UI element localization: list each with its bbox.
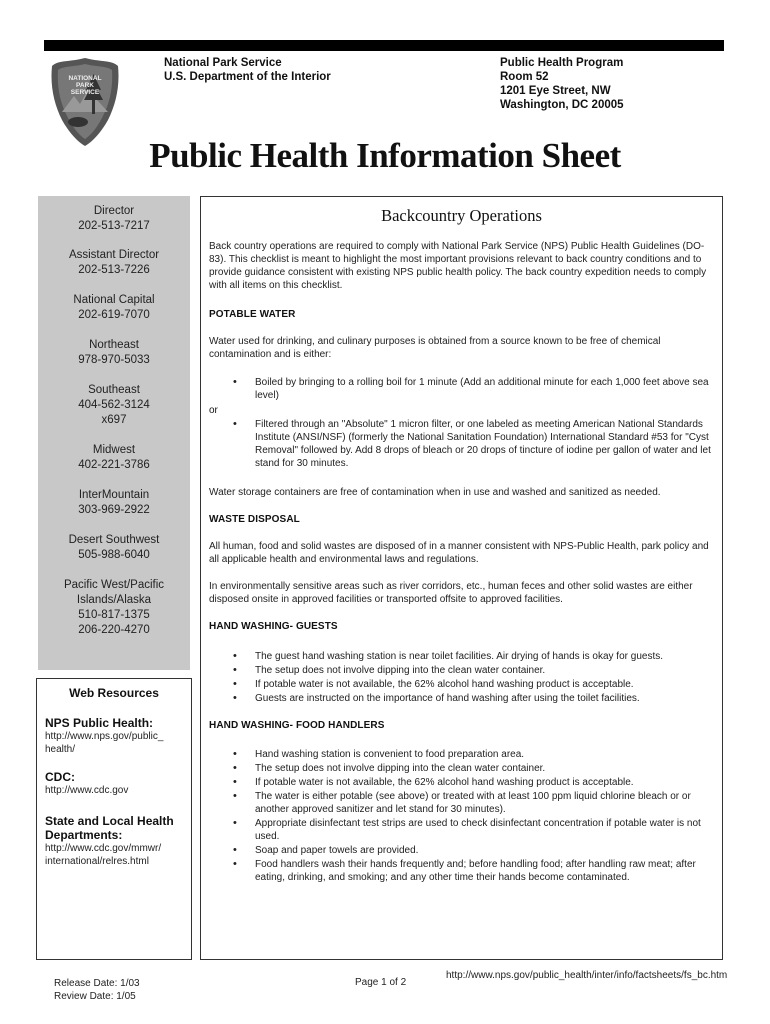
street: 1201 Eye Street, NW: [500, 85, 611, 97]
storage-text: Water storage containers are free of contamination when in use and washed and sanitized as needed.: [209, 487, 661, 498]
department-name: U.S. Department of the Interior: [164, 71, 331, 83]
agency-name: National Park Service: [164, 57, 282, 69]
contact-southeast: Southeast 404-562-3124 x697: [78, 384, 150, 426]
or-text: or: [209, 405, 218, 416]
intro-paragraph: Back country operations are required to comply with National Park Service (NPS) Public Health Guidelines (DO-83). This checklist is meant to highlight the most important provisions relevant to back country conditions and to provide guidance consistent with existing NPS public health policy. The back country expedition needs to comply with all items on this checklist.: [209, 241, 707, 291]
section-title: Backcountry Operations: [381, 206, 542, 225]
list-item: • If potable water is not available, the 62% alcohol hand washing product is acceptable.: [233, 776, 715, 789]
cdc-url-link[interactable]: http://www.cdc.gov: [45, 785, 129, 796]
contact-director: Director 202-513-7217: [78, 205, 150, 232]
list-item: • Boiled by bringing to a rolling boil for 1 minute (Add an additional minute for each 1,000 feet above sea level): [233, 376, 715, 402]
factsheet-url[interactable]: http://www.nps.gov/public_health/inter/info/factsheets/fs_bc.htm: [446, 970, 728, 981]
cdc-resource: CDC: http://www.cdc.gov: [45, 770, 191, 797]
release-dates: [54, 977, 140, 1003]
potable-list-2: [233, 418, 715, 472]
nps-public-health-resource: NPS Public Health: http://www.nps.gov/public_ health/: [45, 716, 191, 756]
state-url-link[interactable]: http://www.cdc.gov/mmwr/ international/relres.html: [45, 843, 162, 867]
nps-url-link[interactable]: http://www.nps.gov/public_ health/: [45, 731, 164, 755]
state-local-resource: State and Local Health Departments: http://www.cdc.gov/mmwr/ international/relres.html: [45, 814, 191, 868]
hand-washing-food-handlers-heading: HAND WASHING- FOOD HANDLERS: [209, 720, 385, 731]
contact-pacific-west: Pacific West/Pacific Islands/Alaska 510-817-1375 206-220-4270: [63, 579, 165, 636]
list-item: • If potable water is not available, the 62% alcohol hand washing product is acceptable.: [233, 678, 715, 691]
guests-list: [233, 650, 715, 706]
contact-midwest: Midwest 402-221-3786: [78, 444, 150, 471]
list-item: • Soap and paper towels are provided.: [233, 844, 715, 857]
food-handlers-list: [233, 748, 715, 885]
svg-text:PARK: PARK: [76, 82, 94, 89]
web-resources-title: Web Resources: [69, 686, 159, 700]
svg-text:SERVICE: SERVICE: [70, 89, 100, 96]
nps-arrowhead-logo-icon: [48, 56, 122, 148]
list-item: • The setup does not involve dipping into the clean water container.: [233, 762, 715, 775]
list-item: • The guest hand washing station is near toilet facilities. Air drying of hands is okay for guests.: [233, 650, 715, 663]
contact-assistant-director: Assistant Director 202-513-7226: [68, 249, 160, 276]
checklist-content-box: [200, 196, 723, 960]
waste-text-2: In environmentally sensitive areas such as river corridors, etc., human feces and other solid wastes are either disposed onsite in approved facilities or transported offsite to approved facilities.: [209, 581, 693, 605]
hand-washing-guests-heading: HAND WASHING- GUESTS: [209, 621, 338, 632]
list-item: • Hand washing station is convenient to food preparation area.: [233, 748, 715, 761]
page-number: Page 1 of 2: [355, 977, 407, 988]
room: Room 52: [500, 71, 549, 83]
potable-water-text: Water used for drinking, and culinary purposes is obtained from a source known to be free of chemical contamination and is either:: [209, 336, 661, 360]
list-item: • Appropriate disinfectant test strips are used to check disinfectant concentration if potable water is not used.: [233, 817, 715, 843]
address-block: [500, 56, 624, 112]
top-rule: [44, 40, 724, 51]
release-date: Release Date: 1/03: [54, 978, 140, 989]
agency-block: [164, 56, 331, 84]
contact-national-capital: National Capital 202-619-7070: [73, 294, 155, 321]
potable-water-heading: POTABLE WATER: [209, 309, 296, 320]
waste-text-1: All human, food and solid wastes are disposed of in a manner consistent with NPS-Public Health, park policy and all applicable health and environmental laws and regulations.: [209, 541, 709, 565]
contact-intermountain: InterMountain 303-969-2922: [78, 489, 150, 516]
review-date: Review Date: 1/05: [54, 991, 136, 1002]
svg-text:NATIONAL: NATIONAL: [68, 75, 102, 82]
list-item: • The setup does not involve dipping into the clean water container.: [233, 664, 715, 677]
potable-list-1: [233, 376, 715, 404]
contact-desert-southwest: Desert Southwest 505-988-6040: [68, 534, 160, 561]
list-item: • Guests are instructed on the importance of hand washing after using the toilet facilities.: [233, 692, 715, 705]
web-resources-box: [36, 678, 192, 960]
list-item: • The water is either potable (see above) or treated with at least 100 ppm liquid chlorine bleach or or another approved sanitizer and let stand for 30 minutes).: [233, 790, 715, 816]
list-item: • Food handlers wash their hands frequently and; before handling food; after handling raw meat; after eating, drinking, and smoking; and any other time their hands become contaminated.: [233, 858, 715, 884]
contacts-sidebar: [38, 196, 190, 670]
page-title: Public Health Information Sheet: [149, 136, 621, 175]
list-item: • Filtered through an "Absolute" 1 micron filter, or one labeled as meeting American National Standards Institute (ANSI/NSF) (formerly the National Sanitation Foundation) International Standard #53 for "Cyst Removal" followed by. Add 8 drops of bleach or 20 drops of tincture of iodine per gallon of water and let stand for 30 minutes.: [233, 418, 715, 470]
city: Washington, DC 20005: [500, 99, 624, 111]
program-name: Public Health Program: [500, 57, 624, 69]
waste-disposal-heading: WASTE DISPOSAL: [209, 514, 300, 525]
contact-northeast: Northeast 978-970-5033: [78, 339, 150, 366]
